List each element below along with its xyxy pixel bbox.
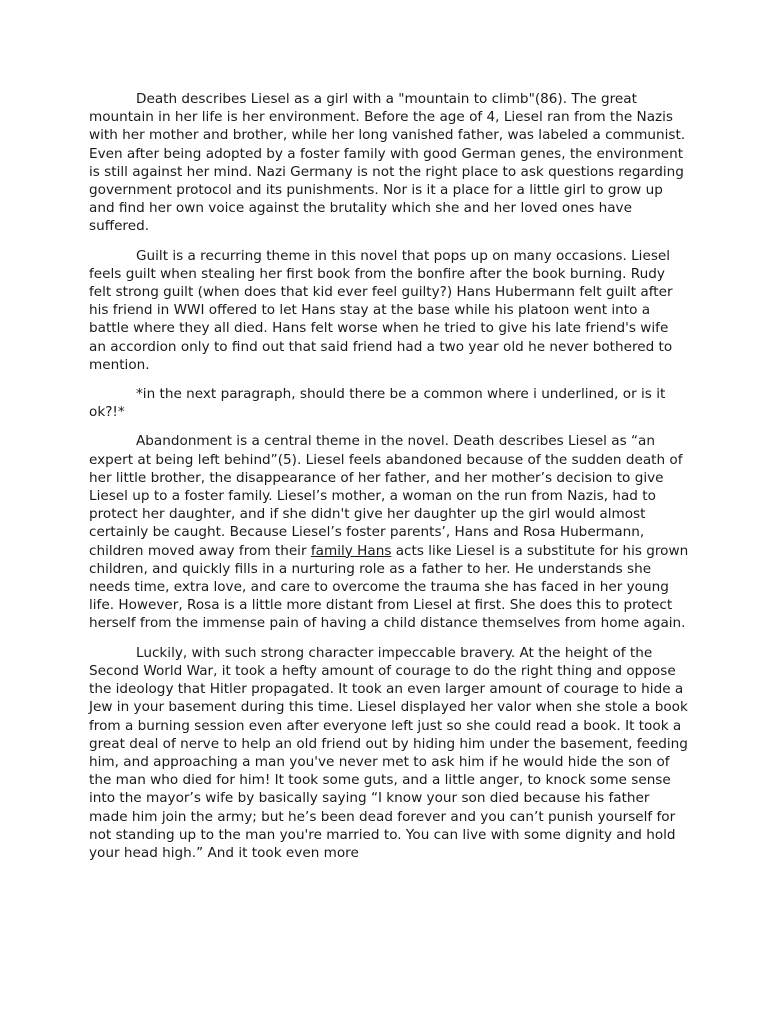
paragraph-guilt: Guilt is a recurring theme in this novel that pops up on many occasions. Liesel feels guilt when stealing her first book from the bonfire after the book burning. Rudy felt strong guilt (when does that kid ever feel guilty?) Hans Hubermann felt guilt after his friend in WWI offered to let Hans stay at the base while his platoon went into a battle where they all died. Hans felt worse when he tried to give his late friend's wife an accordion only to find out that said friend had a two year old he never bothered to mention.: [89, 247, 673, 373]
document-page: [89, 90, 689, 873]
abandonment-text-after: acts like Liesel is a substitute for his grown children, and quickly fills in a nurturing role as a father to her. He understands she needs time, extra love, and care to overcome the trauma she has faced in her young life. However, Rosa is a little more distant from Liesel at first. She does this to protect herself from the immense pain of having a child distance themselves from home again.: [89, 542, 689, 632]
paragraph-mountain-to-climb: Death describes Liesel as a girl with a "mountain to climb"(86). The great mountain in her life is her environment. Before the age of 4, Liesel ran from the Nazis with her mother and brother, while her long vanished father, was labeled a communist. Even after being adopted by a foster family with good German genes, the environment is still against her mind. Nazi Germany is not the right place to ask questions regarding government protocol and its punishments. Nor is it a place for a little girl to grow up and find her own voice against the brutality which she and her loved ones have suffered.: [89, 91, 686, 235]
paragraph-abandonment: [89, 432, 689, 632]
underlined-phrase: family Hans: [310, 542, 392, 559]
paragraph-bravery: Luckily, with such strong character impeccable bravery. At the height of the Second World War, it took a hefty amount of courage to do the right thing and oppose the ideology that Hitler propagated. It took an even larger amount of courage to hide a Jew in your basement during this time. Liesel displayed her valor when she stole a book from a burning session even after everyone left just so she could read a book. It took a great deal of nerve to help an old friend out by hiding him under the basement, feeding him, and approaching a man you've never met to ask him if he would hide the son of the man who died for him! It took some guts, and a little anger, to knock some sense into the mayor’s wife by basically saying “I know your son died because his father made him join the army; but he’s been dead forever and you can’t punish yourself for not standing up to the man you're married to. You can live with some dignity and hold your head high.” And it took even more: [89, 644, 688, 861]
abandonment-text-before: Abandonment is a central theme in the novel. Death describes Liesel as “an expert at being left behind”(5). Liesel feels abandoned because of the sudden death of her little brother, the disappearance of her father, and her mother’s decision to give Liesel up to a foster family. Liesel’s mother, a woman on the run from Nazis, had to protect her daughter, and if she didn't give her daughter up the girl would almost certainly be caught. Because Liesel’s foster parents’, Hans and Rosa Hubermann, children moved away from their: [89, 433, 683, 559]
paragraph-comma-question: *in the next paragraph, should there be a common where i underlined, or is it ok?!*: [89, 386, 666, 421]
